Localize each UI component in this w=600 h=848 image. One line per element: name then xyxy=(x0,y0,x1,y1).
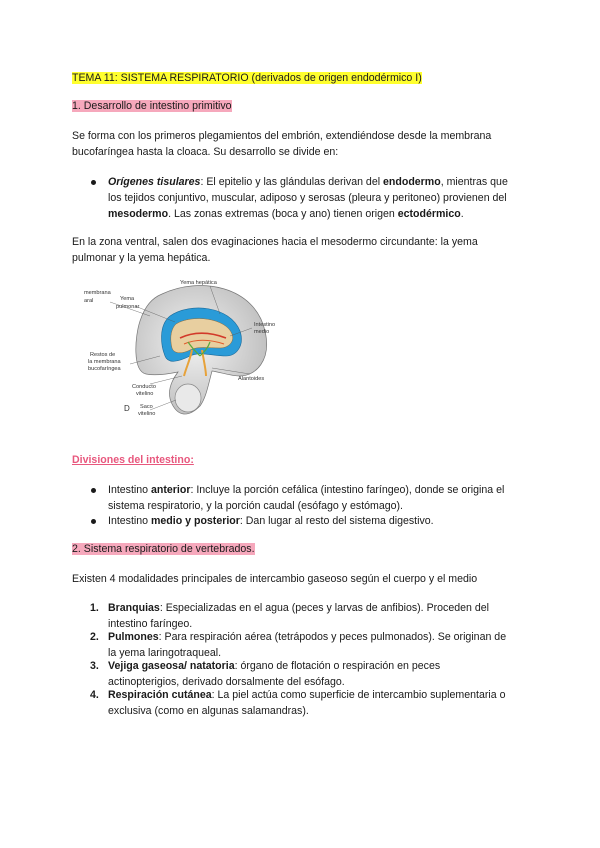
anterior-term: anterior xyxy=(151,484,191,496)
intro-line-1: Se forma con los primeros plegamientos del embrión, extendiéndose desde la membrana xyxy=(72,130,492,142)
origenes-term: Orígenes tisulares xyxy=(108,176,201,188)
label-oral: aral xyxy=(84,298,94,304)
list-item-text: la yema laringotraqueal. xyxy=(108,647,222,659)
label-yema-pulmonar-1: Yema xyxy=(120,296,135,302)
section2-heading-text: 2. Sistema respiratorio de vertebrados. xyxy=(72,543,255,555)
divisiones-b1-line-2: sistema respiratorio, y la porción caudal (esófago y estómago). xyxy=(108,500,404,512)
label-yema-pulmonar-2: pulmonar xyxy=(116,304,140,310)
medio-posterior-term: medio y posterior xyxy=(151,515,240,527)
divisiones-text: Intestino xyxy=(108,515,151,527)
section1-heading xyxy=(72,98,232,114)
label-restos-3: bucofaríngea xyxy=(88,366,121,372)
mesodermo-term: mesodermo xyxy=(108,208,169,220)
label-restos-2: la membrana xyxy=(88,359,121,365)
list-item xyxy=(90,629,550,661)
list-item-text: exclusiva (como en algunas salamandras). xyxy=(108,705,309,717)
list-item-text: : Para respiración aérea (tetrápodos y peces pulmonados). Se originan de xyxy=(158,631,507,643)
label-saco-1: Saco xyxy=(140,404,153,410)
origenes-line-2: los tejidos conjuntivo, muscular, adiposo y serosas (pleura y peritoneo) provienen del xyxy=(108,192,507,204)
ventral-line-1: En la zona ventral, salen dos evaginaciones hacia el mesodermo circundante: la yema xyxy=(72,236,478,248)
embryo-illustration xyxy=(80,276,280,424)
section2-intro: Existen 4 modalidades principales de intercambio gaseoso según el cuerpo y el medio xyxy=(72,573,478,585)
bullet-dot xyxy=(91,519,96,524)
label-membrana: membrana xyxy=(84,290,111,296)
intro-line-2: bucofaríngea hasta la cloaca. Su desarrollo se divide en: xyxy=(72,146,339,158)
list-item-text: : Especializadas en el agua (peces y larvas de anfibios). Proceden del xyxy=(159,602,489,614)
list-item-number: 1. xyxy=(90,602,99,614)
divisiones-text: Intestino xyxy=(108,484,151,496)
list-item-text: : órgano de flotación o respiración en peces xyxy=(234,660,441,672)
label-intestino-2: medio xyxy=(254,329,270,335)
section1-intro xyxy=(72,128,491,160)
bullet-dot xyxy=(91,180,96,185)
leader-line xyxy=(150,400,176,410)
label-saco-2: vitelino xyxy=(138,411,156,417)
page-title-text: TEMA 11: SISTEMA RESPIRATORIO (derivados de origen endodérmico I) xyxy=(72,72,422,84)
list-item-text: intestino faríngeo. xyxy=(108,618,193,630)
origenes-text: : El epitelio y las glándulas derivan del xyxy=(200,176,384,188)
divisiones-text: : Incluye la porción cefálica (intestino faríngeo), donde se origina el xyxy=(190,484,505,496)
list-item xyxy=(90,658,550,690)
embryo-figure xyxy=(80,276,280,424)
label-panel: D xyxy=(124,404,130,413)
divisiones-heading xyxy=(72,452,194,468)
list-item-number: 2. xyxy=(90,631,99,643)
label-restos-1: Restos de xyxy=(90,352,116,358)
list-item-term: Vejiga gaseosa/ natatoria xyxy=(108,660,235,672)
divisiones-bullet-2 xyxy=(108,513,434,529)
divisiones-heading-text: Divisiones del intestino: xyxy=(72,454,194,466)
origenes-text: . xyxy=(460,208,464,220)
section1-heading-text: 1. Desarrollo de intestino primitivo xyxy=(72,100,232,112)
label-intestino-1: Intestino xyxy=(254,322,276,328)
page-title xyxy=(72,70,422,86)
list-item-number: 4. xyxy=(90,689,99,701)
endodermo-term: endodermo xyxy=(383,176,441,188)
label-conducto-2: vitelino xyxy=(136,391,154,397)
list-item-term: Pulmones xyxy=(108,631,159,643)
list-item-number: 3. xyxy=(90,660,99,672)
section2-heading xyxy=(72,541,255,557)
origenes-bullet xyxy=(108,174,508,222)
divisiones-bullet-1 xyxy=(108,482,504,514)
list-item-term: Respiración cutánea xyxy=(108,689,212,701)
bullet-dot xyxy=(91,488,96,493)
divisiones-text: : Dan lugar al resto del sistema digestivo. xyxy=(239,515,434,527)
ectodermico-term: ectodérmico xyxy=(397,208,461,220)
label-yema-hepatica: Yema hepática xyxy=(180,280,217,286)
label-conducto-1: Conducto xyxy=(132,384,156,390)
list-item-text: : La piel actúa como superficie de intercambio suplementaria o xyxy=(211,689,506,701)
list-item-text: actinopterigios, derivado dorsalmente del esófago. xyxy=(108,676,345,688)
list-item xyxy=(90,687,550,719)
label-alantoides: Alantoides xyxy=(238,376,265,382)
origenes-text: , mientras que xyxy=(440,176,508,188)
list-item-term: Branquias xyxy=(108,602,160,614)
origenes-text: . Las zonas extremas (boca y ano) tienen origen xyxy=(168,208,398,220)
ventral-line-2: pulmonar y la yema hepática. xyxy=(72,252,211,264)
ventral-paragraph xyxy=(72,234,478,266)
list-item xyxy=(90,600,550,632)
